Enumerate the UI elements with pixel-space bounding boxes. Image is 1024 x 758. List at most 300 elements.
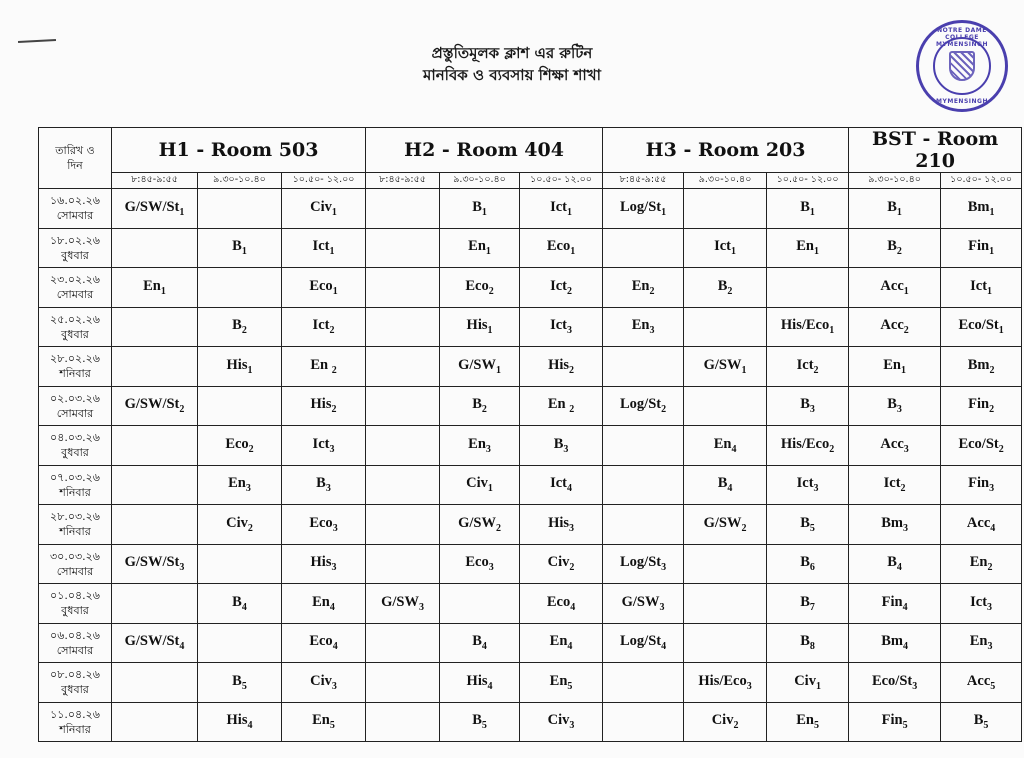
subject-code: Fin [881,593,903,610]
section-number: 2 [329,325,335,337]
subject-code: En [312,593,330,610]
section-number: 2 [247,522,253,534]
class-cell [198,307,282,347]
section-number: 2 [495,522,501,534]
table-row [39,465,1022,505]
day-text: সোমবার [56,209,94,223]
section-number: 1 [896,206,902,218]
date-text: ০৬.০৪.২৬ [50,628,100,642]
section-number: 1 [813,246,819,258]
shield-icon [949,51,975,81]
table-row [39,505,1022,545]
class-cell [282,584,366,624]
subject-code: En [310,356,332,373]
day-text: শনিবার [59,485,91,499]
class-cell [198,228,282,268]
class-cell [112,702,198,742]
section-number: 3 [903,443,909,455]
section-number: 4 [567,641,573,653]
section-number: 2 [248,443,254,455]
section-number: 3 [896,404,902,416]
class-cell [684,544,767,584]
class-cell [603,426,684,466]
class-cell [941,465,1022,505]
section-number: 3 [649,325,655,337]
section-number: 4 [179,641,185,653]
subject-code: En [468,435,486,452]
class-cell [440,505,520,545]
class-cell [520,663,603,703]
class-cell [112,663,198,703]
date-text: ২৮.০৩.২৬ [50,510,100,524]
class-cell [941,584,1022,624]
class-cell [198,702,282,742]
class-cell [366,268,440,308]
subject-code: Ict [970,277,988,294]
class-cell [282,465,366,505]
class-cell [520,623,603,663]
class-cell [112,228,198,268]
subject-code: G/SW [458,514,496,531]
section-number: 5 [983,720,989,732]
subject-code: Ict [970,593,988,610]
class-cell [198,426,282,466]
day-text: সোমবার [56,288,94,302]
class-cell [603,465,684,505]
class-cell [198,189,282,229]
subject-code: Eco/St [958,317,999,334]
subject-code: En [631,317,650,334]
class-cell [366,544,440,584]
subject-code: Eco [309,277,333,294]
section-number: 3 [813,483,819,495]
subject-code: G/SW/St [124,396,180,413]
class-cell [849,347,941,387]
subject-code: En [547,396,570,413]
class-cell [520,228,603,268]
class-cell [849,663,941,703]
section-number: 5 [481,720,487,732]
section-number: 3 [563,443,569,455]
date-cell [39,386,112,426]
subject-code: Ict [550,277,567,294]
class-cell [112,584,198,624]
class-cell [767,702,849,742]
section-number: 1 [900,364,906,376]
section-number: 1 [160,285,166,297]
subject-code: G/SW/St [124,198,180,215]
class-cell [282,505,366,545]
subject-code: B [717,277,728,294]
subject-code: Eco [546,238,571,255]
section-number: 1 [485,246,491,258]
class-cell [767,268,849,308]
room-header-h2: H2 - Room 404 [366,128,603,173]
subject-code: Log/St [620,198,662,215]
section-number: 1 [731,246,737,258]
section-number: 1 [241,246,247,258]
class-cell [684,663,767,703]
subject-code: B [973,712,984,729]
class-cell [366,347,440,387]
time-slot: ৯.৩০-১০.৪০ [198,173,282,189]
class-cell [112,505,198,545]
section-number: 2 [569,404,575,416]
class-cell [684,307,767,347]
section-number: 4 [661,641,667,653]
routine-body [39,189,1022,742]
class-cell [112,465,198,505]
class-cell [767,386,849,426]
class-cell [282,623,366,663]
section-number: 2 [989,364,995,376]
class-cell [282,386,366,426]
table-row [39,702,1022,742]
day-text: সোমবার [56,406,94,420]
subject-code: G/SW [381,593,419,610]
subject-code: Eco [309,633,333,650]
class-cell [603,663,684,703]
class-cell [684,386,767,426]
class-cell [440,189,520,229]
time-slot-row [39,173,1022,189]
table-row [39,623,1022,663]
subject-code: Civ [711,712,734,729]
section-number: 5 [990,680,996,692]
subject-code: G/SW/St [124,633,180,650]
date-text: ২৫.০২.২৬ [50,312,100,326]
subject-code: Bm [967,198,990,215]
section-number: 1 [989,206,995,218]
subject-code: En [549,672,568,689]
subject-code: En [631,277,650,294]
table-row [39,663,1022,703]
document-subtitle: মানবিক ও ব্যবসায় শিক্ষা শাখা [423,66,601,84]
class-cell [684,623,767,663]
section-number: 1 [247,364,253,376]
subject-code: Civ [466,475,488,492]
class-cell [849,189,941,229]
class-cell [112,268,198,308]
subject-code: Civ [226,514,248,531]
subject-code: Acc [880,277,904,294]
section-number: 2 [661,404,667,416]
class-cell [849,623,941,663]
time-slot: ৮:৪৫-৯:৫৫ [603,173,684,189]
subject-code: Bm [967,356,990,373]
section-number: 2 [331,364,337,376]
subject-code: Log/St [620,396,662,413]
date-text: ১৬.০২.২৬ [50,194,100,208]
subject-code: Ict [796,475,814,492]
subject-code: Eco [309,514,333,531]
subject-code: Fin [968,475,990,492]
subject-code: B [800,554,810,571]
section-number: 4 [332,641,338,653]
class-cell [198,584,282,624]
subject-code: En [713,435,732,452]
subject-code: B [472,396,482,413]
class-cell [282,189,366,229]
class-cell [112,544,198,584]
class-cell [849,505,941,545]
subject-code: B [553,435,564,452]
class-cell [440,584,520,624]
class-cell [440,228,520,268]
class-cell [198,465,282,505]
table-row [39,268,1022,308]
section-number: 2 [813,364,819,376]
section-number: 3 [179,562,185,574]
section-number: 2 [733,720,739,732]
class-cell [684,228,767,268]
class-cell [366,623,440,663]
section-number: 3 [659,601,665,613]
class-cell [282,268,366,308]
class-cell [198,347,282,387]
date-text: ৩০.০৩.২৬ [50,549,100,563]
subject-code: His [548,356,570,373]
section-number: 3 [332,522,338,534]
subject-code: Eco [465,277,489,294]
class-cell [767,307,849,347]
subject-code: B [800,593,810,610]
section-number: 2 [829,443,835,455]
subject-code: B [232,317,242,334]
section-number: 3 [567,325,572,337]
table-row [39,189,1022,229]
subject-code: Acc [880,435,904,452]
subject-code: Ict [312,435,330,452]
class-cell [603,386,684,426]
class-cell [941,307,1022,347]
day-text: বুধবার [61,327,89,341]
section-number: 2 [569,562,575,574]
class-cell [282,663,366,703]
room-header-bst: BST - Room 210 [849,128,1022,173]
subject-code: Civ [310,672,332,689]
date-cell [39,584,112,624]
section-number: 5 [813,720,819,732]
class-cell [684,426,767,466]
room-header-h1: H1 - Room 503 [112,128,366,173]
class-cell [520,426,603,466]
section-number: 1 [815,680,821,692]
day-text: শনিবার [59,367,91,381]
subject-code: Acc [880,317,904,334]
subject-code: Civ [547,554,570,571]
section-number: 1 [332,285,338,297]
subject-code: Eco/St [871,672,913,689]
date-text: ০১.০৪.২৬ [50,589,100,603]
section-number: 1 [998,325,1004,337]
section-number: 4 [990,522,996,534]
class-cell [112,189,198,229]
class-cell [366,189,440,229]
class-cell [366,505,440,545]
date-cell [39,544,112,584]
subject-code: G/SW [703,356,742,373]
class-cell [603,307,684,347]
section-number: 3 [485,443,491,455]
class-cell [282,228,366,268]
section-number: 2 [179,404,185,416]
section-number: 3 [746,680,752,692]
section-number: 2 [989,404,995,416]
class-cell [849,228,941,268]
document-title: প্রস্তুতিমূলক ক্লাশ এর রুটিন [431,44,593,62]
section-number: 2 [900,483,906,495]
class-cell [767,347,849,387]
class-cell [198,663,282,703]
section-number: 2 [896,246,902,258]
section-number: 3 [325,483,331,495]
class-cell [941,268,1022,308]
section-number: 2 [241,325,247,337]
class-cell [520,505,603,545]
section-number: 4 [902,601,908,613]
class-cell [440,623,520,663]
section-number: 1 [329,246,335,258]
subject-code: Eco/St [958,435,999,452]
section-number: 3 [569,720,575,732]
subject-code: B [472,198,482,215]
class-cell [112,623,198,663]
table-row [39,544,1022,584]
section-number: 3 [331,680,337,692]
time-slot: ৯.৩০-১০.৪০ [684,173,767,189]
class-cell [440,347,520,387]
section-number: 1 [829,325,835,337]
date-text: ০৭.০৩.২৬ [50,470,100,484]
section-number: 5 [809,522,815,534]
time-slot: ৯.৩০-১০.৪০ [440,173,520,189]
class-cell [603,189,684,229]
class-cell [112,307,198,347]
subject-code: Fin [881,712,903,729]
subject-code: En [796,238,814,255]
section-number: 2 [741,522,747,534]
day-text: বুধবার [61,604,89,618]
date-text: ১১.০৪.২৬ [50,707,100,721]
class-cell [767,189,849,229]
seal-text-top: NOTRE DAME COLLEGE MYMENSINGH [936,27,988,48]
class-cell [767,663,849,703]
day-text: শনিবার [59,525,91,539]
section-number: 2 [331,404,337,416]
class-cell [684,465,767,505]
class-cell [520,307,603,347]
subject-code: G/SW/St [124,554,180,571]
class-cell [112,347,198,387]
section-number: 3 [488,562,494,574]
class-cell [941,386,1022,426]
class-cell [520,268,603,308]
class-cell [366,584,440,624]
table-row [39,347,1022,387]
subject-code: B [800,396,810,413]
class-cell [684,268,767,308]
subject-code: B [887,554,897,571]
date-cell [39,268,112,308]
subject-code: B [472,712,482,729]
subject-code: His [466,672,488,689]
subject-code: En [969,633,988,650]
time-slot: ৮:৪৫-৯:৫৫ [112,173,198,189]
subject-code: Ict [796,356,814,373]
class-cell [684,702,767,742]
section-number: 1 [567,206,572,218]
class-cell [941,505,1022,545]
class-cell [440,386,520,426]
class-cell [941,189,1022,229]
section-number: 4 [902,641,908,653]
section-number: 1 [179,206,185,218]
room-header-h3: H3 - Room 203 [603,128,849,173]
section-number: 2 [903,325,909,337]
class-cell [603,544,684,584]
section-number: 5 [241,680,247,692]
table-row [39,426,1022,466]
section-number: 3 [987,601,993,613]
date-cell [39,623,112,663]
section-number: 4 [247,720,253,732]
date-text: ২৮.০২.২৬ [50,352,100,366]
subject-code: His [226,712,248,729]
class-cell [440,663,520,703]
subject-code: Bm [881,633,903,650]
subject-code: Log/St [620,633,662,650]
class-cell [112,426,198,466]
class-cell [849,386,941,426]
class-cell [282,307,366,347]
section-number: 8 [809,641,815,653]
table-row [39,307,1022,347]
class-cell [684,505,767,545]
class-cell [849,544,941,584]
class-cell [603,228,684,268]
section-number: 3 [329,443,335,455]
subject-code: G/SW [703,514,742,531]
subject-code: En [549,633,568,650]
class-cell [849,584,941,624]
subject-code: Ict [550,475,567,492]
day-text: বুধবার [61,683,89,697]
section-number: 2 [998,443,1004,455]
class-cell [603,702,684,742]
date-text: ২৩.০২.২৬ [50,273,100,287]
subject-code: His [466,317,488,334]
section-number: 1 [331,206,337,218]
class-cell [282,544,366,584]
date-day-header [39,128,112,189]
section-number: 2 [488,285,494,297]
subject-code: B [316,475,326,492]
seal-text-bottom: MYMENSINGH [936,98,988,105]
date-cell [39,307,112,347]
class-cell [603,584,684,624]
section-number: 1 [570,246,576,258]
day-text: শনিবার [59,722,91,736]
section-number: 4 [241,601,247,613]
section-number: 3 [902,522,908,534]
section-number: 3 [912,680,918,692]
class-cell [603,347,684,387]
class-cell [849,268,941,308]
class-cell [366,663,440,703]
class-cell [767,623,849,663]
section-number: 1 [661,206,667,218]
